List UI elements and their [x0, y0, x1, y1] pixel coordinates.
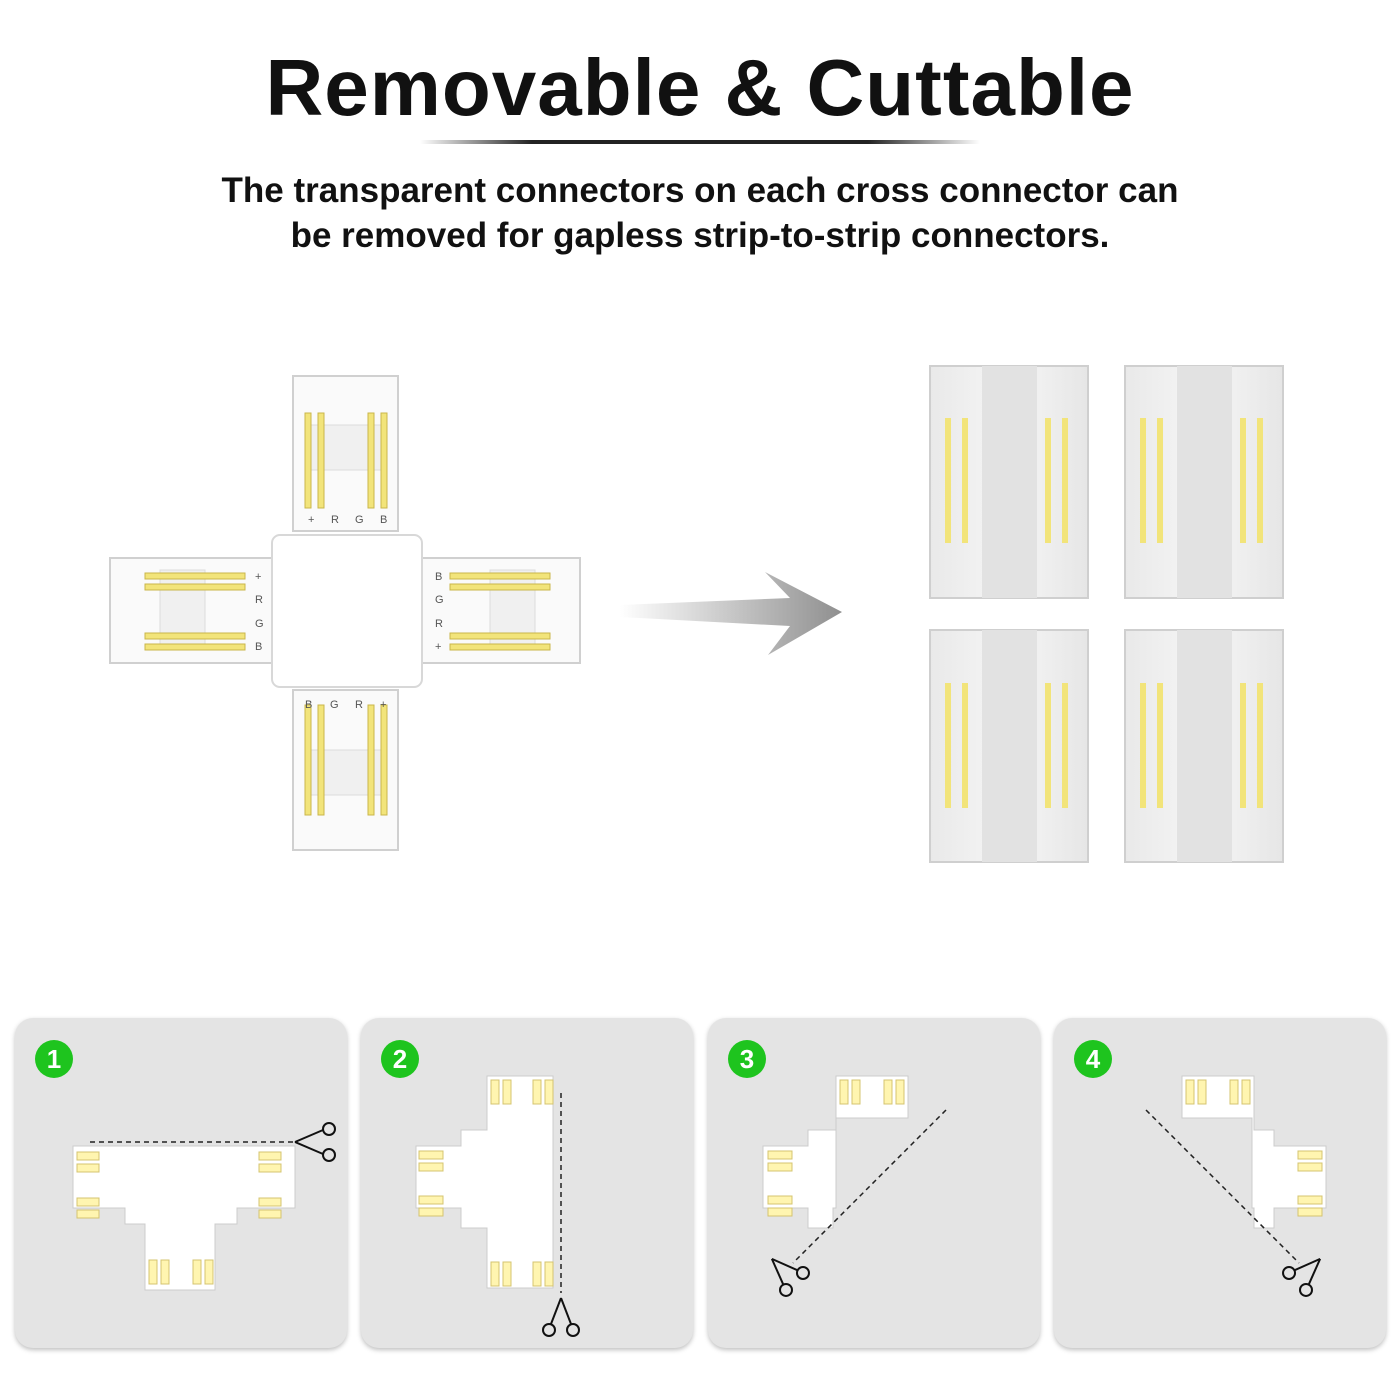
scissors-icon	[1281, 1246, 1333, 1298]
cross-pin-label: G	[255, 618, 264, 630]
cross-pin-label: R	[255, 594, 263, 606]
step-card-1	[15, 1018, 347, 1348]
cross-pin-label: G	[435, 594, 444, 606]
cross-pin-label: B	[435, 571, 443, 583]
cross-pin-label: +	[255, 571, 262, 583]
cross-pin-label: G	[355, 514, 364, 526]
scissors-icon	[295, 1123, 335, 1161]
scissors-icon	[543, 1298, 579, 1336]
cross-pin-label: +	[435, 641, 442, 653]
subtitle-line-2: be removed for gapless strip-to-strip connectors.	[290, 216, 1110, 255]
cross-pin-label: B	[305, 699, 313, 711]
connector-clip	[930, 630, 1088, 862]
step-number-badge: 4	[1074, 1040, 1112, 1078]
step-card-3	[708, 1018, 1040, 1348]
cross-connector	[110, 376, 580, 850]
cross-pin-label: +	[380, 699, 387, 711]
connector-clip	[1125, 366, 1283, 598]
step-number-badge: 2	[381, 1040, 419, 1078]
cross-pin-label: G	[330, 699, 339, 711]
cross-pin-label: R	[355, 699, 363, 711]
cross-pin-label: R	[435, 618, 443, 630]
cross-pin-label: R	[331, 514, 339, 526]
cross-pin-label: B	[255, 641, 263, 653]
scissors-icon	[759, 1246, 811, 1298]
connector-clip	[1125, 630, 1283, 862]
step-card-2	[361, 1018, 693, 1348]
arrow-right-icon	[620, 572, 842, 655]
cross-pin-label: +	[308, 514, 315, 526]
step-card-4	[1054, 1018, 1386, 1348]
page-title: Removable & Cuttable	[265, 43, 1135, 132]
step-number-badge: 1	[35, 1040, 73, 1078]
step-number-badge: 3	[728, 1040, 766, 1078]
separated-connectors	[930, 366, 1283, 862]
subtitle-line-1: The transparent connectors on each cross connector can	[221, 171, 1179, 210]
cross-pin-label: B	[380, 514, 388, 526]
connector-clip	[930, 366, 1088, 598]
